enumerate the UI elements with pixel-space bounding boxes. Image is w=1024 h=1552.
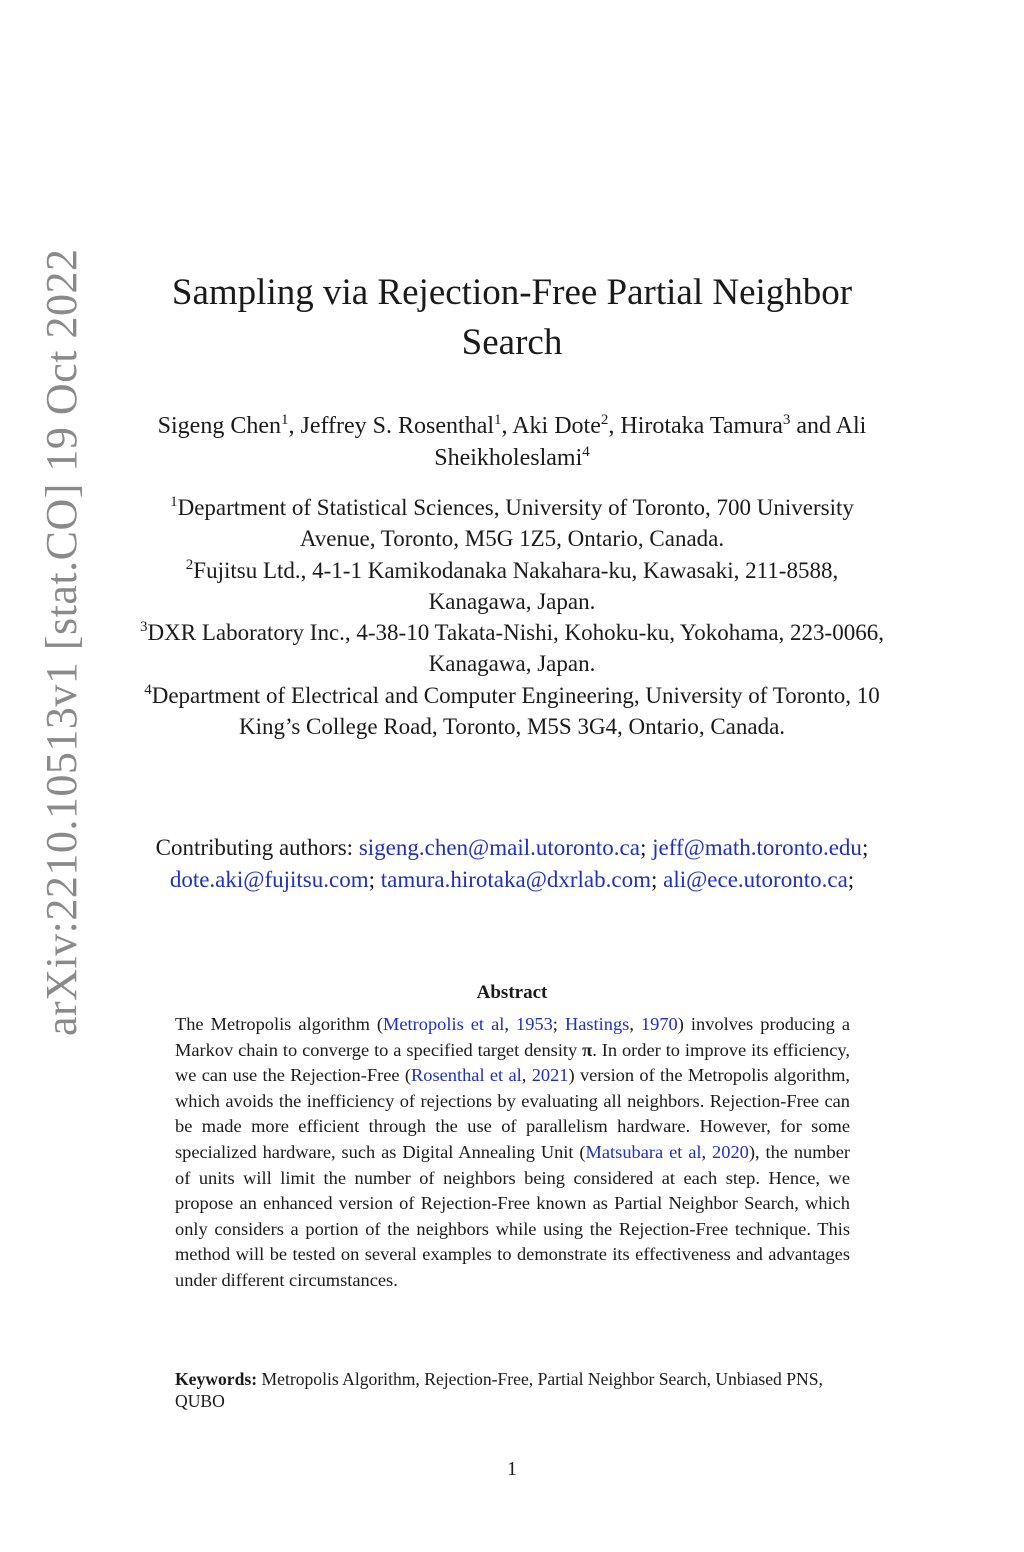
citation-link[interactable]: Metropolis et al <box>383 1014 505 1034</box>
abstract-text: , <box>521 1065 532 1086</box>
author-email-link[interactable]: dote.aki@fujitsu.com <box>169 866 369 892</box>
author-affiliation-mark: 4 <box>582 444 590 460</box>
author-email-link[interactable]: jeff@math.toronto.edu <box>652 835 862 860</box>
citation-link[interactable]: Hastings <box>564 1014 630 1034</box>
author-email-link[interactable]: ali@ece.utoronto.ca <box>663 866 848 892</box>
arxiv-identifier-stamp <box>36 200 116 1040</box>
affiliation-number: 1 <box>170 494 178 510</box>
citation-link[interactable]: Matsubara et al <box>585 1141 702 1162</box>
author-affiliation-mark: 1 <box>494 412 502 428</box>
keywords <box>175 1368 850 1412</box>
affiliation-number: 3 <box>140 619 148 636</box>
affiliation-text: Department of Electrical and Computer Engineering, University of Toronto, 10 King’s College Road, Toronto, M5S 3G4, Ontario, Canada. <box>151 682 880 740</box>
abstract-text: The Metropolis algorithm ( <box>175 1014 384 1034</box>
affiliation <box>140 680 884 743</box>
math-symbol: π <box>582 1039 593 1060</box>
author-list: Sigeng Chen$^1$, Jeffrey S. Rosenthal$^1$, Aki Dote$^2$, Hirotaka Tamura$^3$ and Ali Sheikholeslami$^4$ <box>157 412 867 471</box>
abstract-text: , <box>504 1014 516 1034</box>
abstract-text: , <box>629 1014 641 1034</box>
abstract-text: ), the number of units will limit the number of neighbors being considered at each step. Hence, we propose an enhanced version of Rejection-Free known as Partial Neighbor Search, which only considers a portion of the neighbors while using the Rejection-Free technique. This method will be tested on several examples to demonstrate its effectiveness and advantages under different circumstances. <box>175 1141 851 1290</box>
citation-link[interactable]: 2021 <box>531 1065 569 1086</box>
abstract-heading: Abstract <box>476 982 548 1003</box>
affiliation <box>140 492 884 555</box>
author-affiliation-mark: 1 <box>280 412 289 428</box>
paper-title: Sampling via Rejection-Free Partial Neighbor Search <box>171 272 853 363</box>
contributing-authors-label: Contributing authors: <box>155 835 359 860</box>
abstract-body <box>175 1012 850 1294</box>
author-email-link[interactable]: sigeng.chen@mail.utoronto.ca <box>358 835 640 860</box>
affiliation-text: Fujitsu Ltd., 4-1-1 Kamikodanaka Nakahara-ku, Kawasaki, 211-8588, Kanagawa, Japan. <box>193 557 839 614</box>
abstract-text: ) version of the Metropolis algorithm, which avoids the inefficiency of rejections by evaluating all neighbors. Rejection-Free can be made more efficient through the use of parallelism hardware. However, for some specialized hardware, such as Digital Annealing Unit ( <box>175 1065 850 1162</box>
citation-link[interactable]: 2020 <box>712 1141 749 1162</box>
author-name: Jeffrey S. Rosenthal <box>300 413 495 439</box>
abstract-text: , <box>701 1141 713 1162</box>
affiliation <box>140 617 884 680</box>
author-name: Ali Sheikholeslami <box>434 413 867 471</box>
affiliation-text: DXR Laboratory Inc., 4-38-10 Takata-Nishi, Kohoku-ku, Yokohama, 223-0066, Kanagawa, Japan. <box>147 620 884 677</box>
citation-link[interactable]: 1970 <box>640 1014 678 1034</box>
keywords-text: Metropolis Algorithm, Rejection-Free, Partial Neighbor Search, Unbiased PNS, QUBO <box>175 1369 823 1411</box>
author-name: Aki Dote <box>512 413 601 439</box>
author-email-link[interactable]: tamura.hirotaka@dxrlab.com <box>380 866 651 892</box>
arxiv-identifier-text: arXiv:2210.10513v1 [stat.CO] 19 Oct 2022 <box>37 248 86 1036</box>
author-name: Hirotaka Tamura <box>620 413 783 439</box>
page-number: 1 <box>507 1458 517 1480</box>
keywords-label: Keywords: <box>175 1369 258 1389</box>
author-affiliation-mark: 3 <box>782 412 791 428</box>
author-affiliation-mark: 2 <box>600 412 609 428</box>
contributing-authors: Contributing authors: sigeng.chen@mail.utoronto.ca; jeff@math.toronto.edu; dote.aki@fujitsu.com; tamura.hirotaka@dxrlab.com; ali@ece.utoronto.ca; <box>155 835 869 892</box>
affiliation-text: Department of Statistical Sciences, University of Toronto, 700 University Avenue, Toronto, M5G 1Z5, Ontario, Canada. <box>177 495 854 552</box>
affiliation-number: 2 <box>185 556 194 573</box>
abstract-text: ) involves producing a Markov chain to converge to a specified target density <box>175 1014 851 1060</box>
abstract-text: ; <box>552 1014 565 1034</box>
abstract-text: . In order to improve its efficiency, we can use the Rejection-Free ( <box>175 1039 850 1086</box>
citation-link[interactable]: 1953 <box>516 1014 553 1034</box>
affiliation <box>140 555 884 618</box>
affiliation-number: 4 <box>144 681 152 698</box>
author-name: Sigeng Chen <box>157 413 281 439</box>
citation-link[interactable]: Rosenthal et al <box>411 1065 522 1086</box>
affiliation-list <box>140 492 884 742</box>
